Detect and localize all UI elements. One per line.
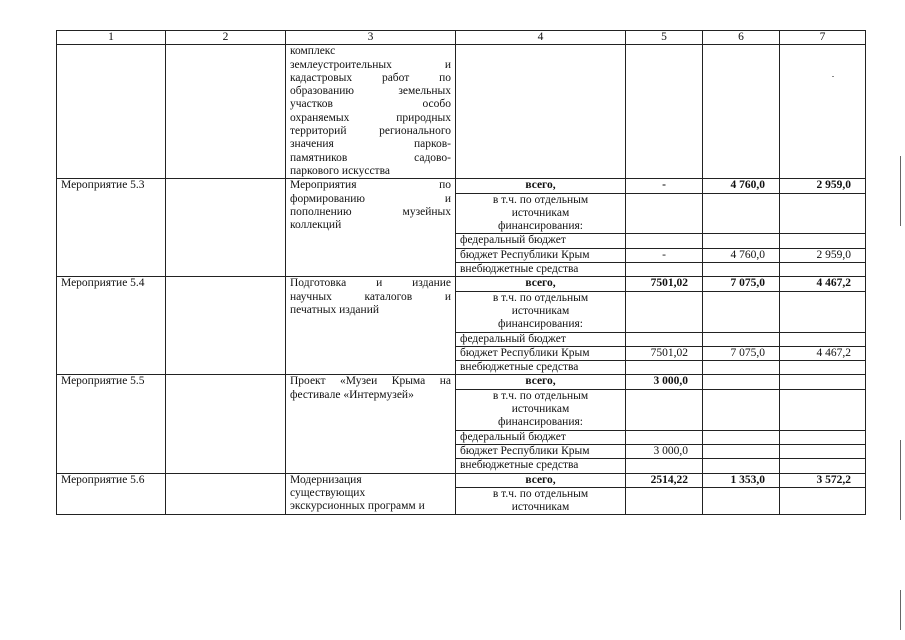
continuation-col5-cell [626,45,703,179]
funding-source-label: федеральный бюджет [456,430,626,444]
value-cell-col6: 4 760,0 [703,179,780,193]
value-cell-col6 [703,375,780,389]
activity-col2-cell [166,375,286,473]
description-line: формированию и [290,192,451,205]
funding-source-label: федеральный бюджет [456,234,626,248]
funding-source-line: финансирования: [498,318,583,331]
value-cell-col7 [780,459,866,473]
funding-source-line: в т.ч. по отдельным [492,193,589,206]
description-line: Подготовка и издание [290,277,451,290]
value-cell-col5 [626,361,703,375]
activity-id: Мероприятие 5.5 [57,375,166,473]
value-cell-col6 [703,291,780,332]
column-header-2: 2 [166,31,286,45]
value-cell-col7 [780,444,866,458]
column-header-1: 1 [57,31,166,45]
funding-source-label: бюджет Республики Крым [456,248,626,262]
scan-edge-mark [900,156,901,226]
value-cell-col6 [703,332,780,346]
description-line: комплекс [290,45,336,58]
description-line: коллекций [290,219,342,232]
description-line: памятников садово- [290,151,451,164]
funding-source-label: федеральный бюджет [456,332,626,346]
description-line: паркового искусства [290,164,390,177]
value-cell-col7 [780,375,866,389]
activity-row [57,179,866,193]
funding-source-line: в т.ч. по отдельным [492,291,589,304]
continuation-col6-cell [703,45,780,179]
description-line: кадастровых работ по [290,71,451,84]
funding-source-label: внебюджетные средства [456,361,626,375]
funding-source-line: финансирования: [498,416,583,429]
description-line: участков особо [290,98,451,111]
funding-source-label: всего, [456,179,626,193]
scan-edge-mark [900,590,901,630]
description-line: печатных изданий [290,303,380,316]
value-cell-col6 [703,361,780,375]
header-row [57,31,866,45]
description-line: пополнению музейных [290,205,451,218]
funding-source-line: источникам [511,403,570,416]
value-cell-col5: 3 000,0 [626,375,703,389]
value-cell-col6: 7 075,0 [703,346,780,360]
activity-row [57,277,866,291]
funding-source-label: бюджет Республики Крым [456,444,626,458]
value-cell-col7 [780,263,866,277]
scan-edge-mark [900,440,901,520]
continuation-description [286,45,456,179]
column-header-4: 4 [456,31,626,45]
funding-source-line: источникам [511,304,570,317]
table-body [57,31,866,515]
funding-source-label: внебюджетные средства [456,459,626,473]
value-cell-col7: 4 467,2 [780,277,866,291]
value-cell-col7 [780,361,866,375]
value-cell-col7 [780,291,866,332]
value-cell-col7 [780,389,866,430]
activity-col2-cell [166,179,286,277]
value-cell-col7 [780,193,866,234]
activity-row [57,473,866,487]
funding-source-label: внебюджетные средства [456,263,626,277]
funding-source-label: всего, [456,375,626,389]
value-cell-col7 [780,332,866,346]
value-cell-col5 [626,389,703,430]
activity-id: Мероприятие 5.3 [57,179,166,277]
funding-source-label [456,291,626,332]
column-header-5: 5 [626,31,703,45]
funding-source-label: бюджет Республики Крым [456,346,626,360]
value-cell-col7: 2 959,0 [780,179,866,193]
value-cell-col5 [626,487,703,515]
value-cell-col5: 7501,02 [626,277,703,291]
activity-row [57,375,866,389]
value-cell-col7 [780,487,866,515]
continuation-col2-cell [166,45,286,179]
activity-description [286,375,456,473]
description-line: значения парков- [290,138,451,151]
description-line: охраняемых природных [290,111,451,124]
funding-source-label: всего, [456,277,626,291]
continuation-id-cell [57,45,166,179]
funding-table [56,30,866,515]
description-line: Модернизация [290,473,362,486]
value-cell-col6: 1 353,0 [703,473,780,487]
value-cell-col5 [626,459,703,473]
scan-speck [832,76,834,77]
funding-source-label [456,389,626,430]
column-header-6: 6 [703,31,780,45]
value-cell-col5: 2514,22 [626,473,703,487]
value-cell-col6: 7 075,0 [703,277,780,291]
description-line: научных каталогов и [290,290,451,303]
description-line: фестивале «Интермузей» [290,388,414,401]
value-cell-col6 [703,459,780,473]
value-cell-col6 [703,193,780,234]
value-cell-col6 [703,430,780,444]
funding-source-label: всего, [456,473,626,487]
value-cell-col5 [626,332,703,346]
funding-source-line: финансирования: [498,220,583,233]
activity-col2-cell [166,277,286,375]
column-header-3: 3 [286,31,456,45]
continuation-col7-cell [780,45,866,179]
activity-id: Мероприятие 5.4 [57,277,166,375]
funding-source-label [456,487,626,515]
value-cell-col6: 4 760,0 [703,248,780,262]
value-cell-col6 [703,487,780,515]
value-cell-col6 [703,389,780,430]
funding-source-line: в т.ч. по отдельным [492,487,589,500]
description-line: территорий регионального [290,125,451,138]
activity-description [286,179,456,277]
description-line: образованию земельных [290,85,451,98]
value-cell-col7 [780,430,866,444]
value-cell-col6 [703,234,780,248]
value-cell-col7 [780,234,866,248]
continuation-col4-cell [456,45,626,179]
description-line: экскурсионных программ и [290,500,425,513]
value-cell-col5 [626,291,703,332]
value-cell-col7: 3 572,2 [780,473,866,487]
funding-source-line: источникам [511,501,570,514]
value-cell-col5 [626,430,703,444]
funding-source-label [456,193,626,234]
value-cell-col5 [626,193,703,234]
funding-source-line: источникам [511,206,570,219]
value-cell-col5: - [626,248,703,262]
funding-source-line: в т.ч. по отдельным [492,389,589,402]
column-header-7: 7 [780,31,866,45]
description-line: землеустроительных и [290,58,451,71]
value-cell-col7: 2 959,0 [780,248,866,262]
value-cell-col5 [626,263,703,277]
continuation-row [57,45,866,179]
value-cell-col5: 3 000,0 [626,444,703,458]
activity-col2-cell [166,473,286,515]
value-cell-col5: 7501,02 [626,346,703,360]
value-cell-col7: 4 467,2 [780,346,866,360]
description-line: Проект «Музеи Крыма на [290,375,451,388]
description-line: Мероприятия по [290,179,451,192]
description-line: существующих [290,486,366,499]
activity-id: Мероприятие 5.6 [57,473,166,515]
value-cell-col6 [703,263,780,277]
activity-description [286,277,456,375]
value-cell-col5: - [626,179,703,193]
activity-description [286,473,456,515]
value-cell-col5 [626,234,703,248]
value-cell-col6 [703,444,780,458]
